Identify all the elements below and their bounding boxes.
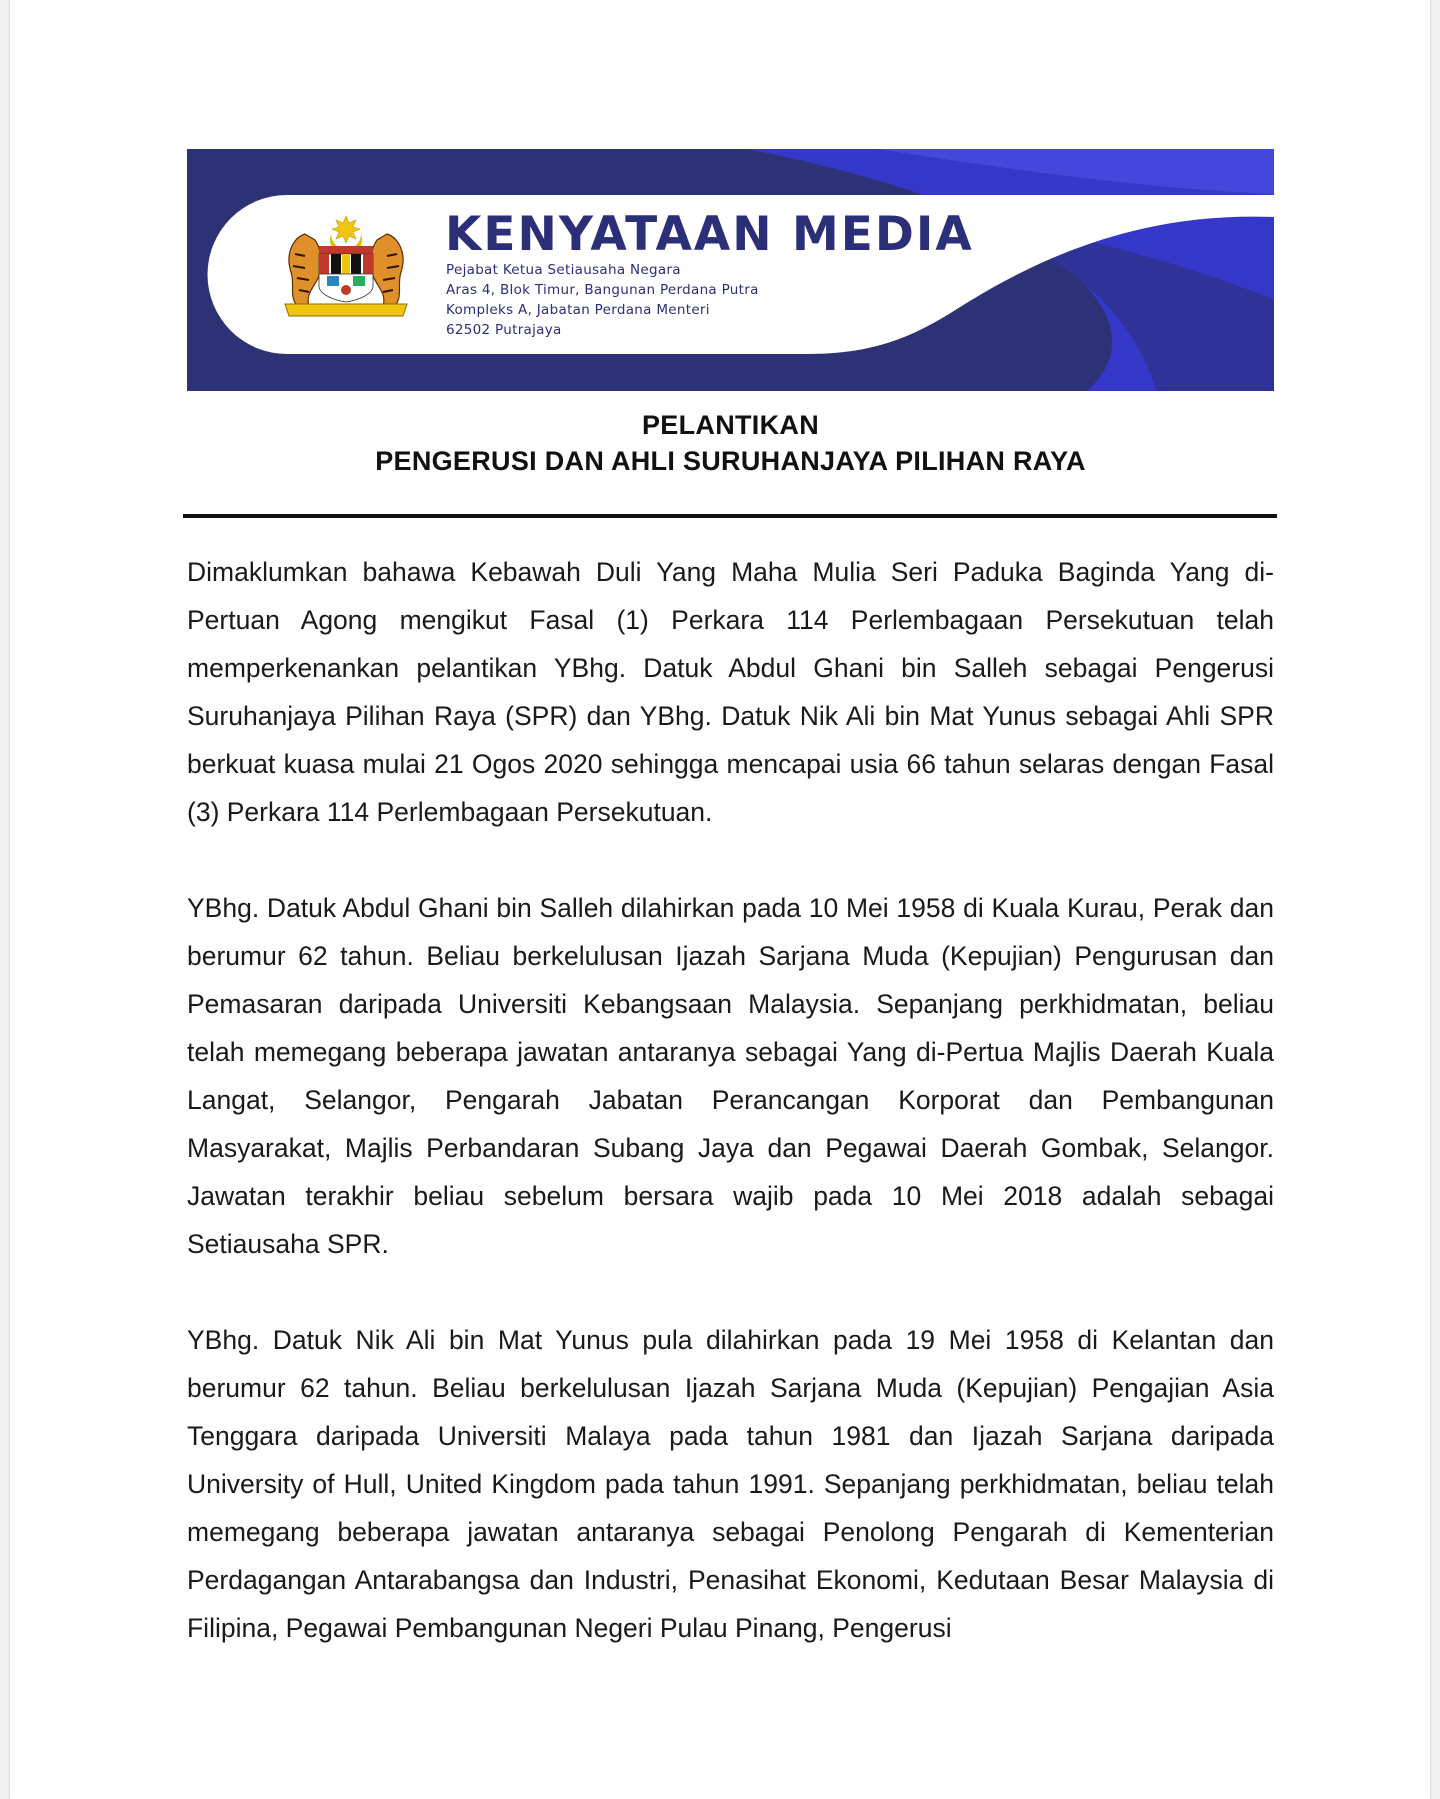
document-page [10,0,1430,1799]
address-line: Aras 4, Blok Timur, Bangunan Perdana Putra [446,282,759,298]
media-statement-banner [187,149,1274,391]
heading-divider [183,514,1277,518]
address-line: 62502 Putrajaya [446,322,562,338]
banner-address [446,260,759,340]
malaysia-coat-of-arms-icon [275,214,417,322]
banner-title: KENYATAAN MEDIA [445,207,974,262]
body-paragraph: Dimaklumkan bahawa Kebawah Duli Yang Maha Mulia Seri Paduka Baginda Yang di-Pertuan Agong mengikut Fasal (1) Perkara 114 Perlembagaan Persekutuan telah memperkenankan pelantikan YBhg. Datuk Abdul Ghani bin Salleh sebagai Pengerusi Suruhanjaya Pilihan Raya (SPR) dan YBhg. Datuk Nik Ali bin Mat Yunus sebagai Ahli SPR berkuat kuasa mulai 21 Ogos 2020 sehingga mencapai usia 66 tahun selaras dengan Fasal (3) Perkara 114 Perlembagaan Persekutuan. [187,557,1274,827]
body-paragraph: YBhg. Datuk Nik Ali bin Mat Yunus pula dilahirkan pada 19 Mei 1958 di Kelantan dan berumur 62 tahun. Beliau berkelulusan Ijazah Sarjana Muda (Kepujian) Pengajian Asia Tenggara daripada Universiti Malaya pada tahun 1981 dan Ijazah Sarjana daripada University of Hull, United Kingdom pada tahun 1991. Sepanjang perkhidmatan, beliau telah memegang beberapa jawatan antaranya sebagai Penolong Pengarah di Kementerian Perdagangan Antarabangsa dan Industri, Penasihat Ekonomi, Kedutaan Besar Malaysia di Filipina, Pegawai Pembangunan Negeri Pulau Pinang, Pengerusi [187,1325,1274,1643]
address-line: Pejabat Ketua Setiausaha Negara [446,262,681,278]
document-heading-line2: PENGERUSI DAN AHLI SURUHANJAYA PILIHAN RAYA [375,446,1086,476]
address-line: Kompleks A, Jabatan Perdana Menteri [446,302,710,318]
body-paragraph: YBhg. Datuk Abdul Ghani bin Salleh dilahirkan pada 10 Mei 1958 di Kuala Kurau, Perak dan berumur 62 tahun. Beliau berkelulusan Ijazah Sarjana Muda (Kepujian) Pengurusan dan Pemasaran daripada Universiti Kebangsaan Malaysia. Sepanjang perkhidmatan, beliau telah memegang beberapa jawatan antaranya sebagai Yang di-Pertua Majlis Daerah Kuala Langat, Selangor, Pengarah Jabatan Perancangan Korporat dan Pembangunan Masyarakat, Majlis Perbandaran Subang Jaya dan Pegawai Daerah Gombak, Selangor. Jawatan terakhir beliau sebelum bersara wajib pada 10 Mei 2018 adalah sebagai Setiausaha SPR. [187,893,1274,1259]
document-heading-line1: PELANTIKAN [642,410,819,440]
